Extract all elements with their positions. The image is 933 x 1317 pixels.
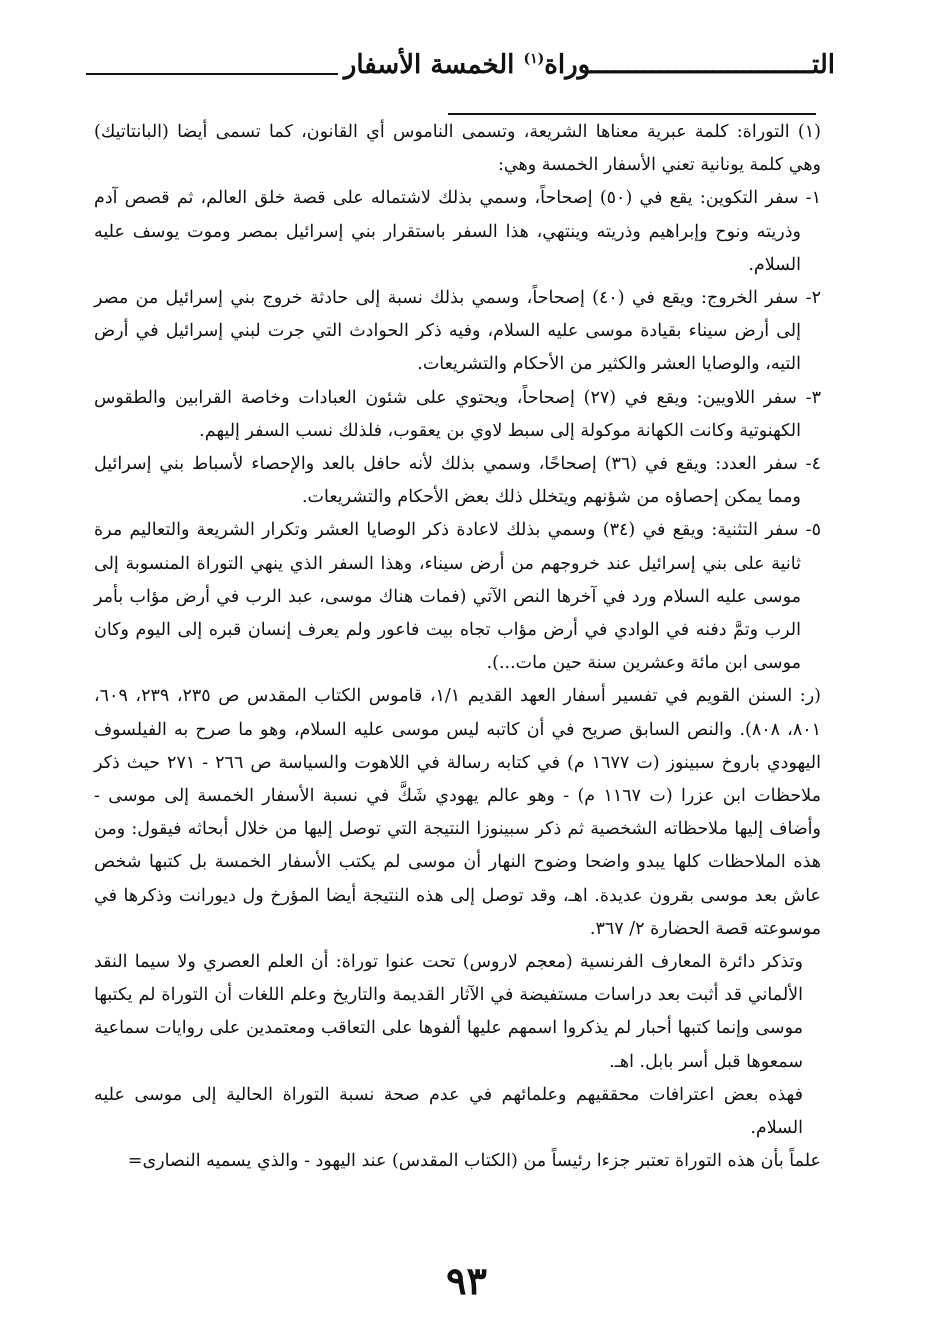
footnote-item-deuteronomy: ٥- سفر التثنية: ويقع في (٣٤) وسمي بذلك لاعادة ذكر الوصايا العشر وتكرار الشريعة والتعاليم مرة ثانية على بني إسرائيل عند خروجهم من أرض سيناء، وهذا السفر الذي ينهي التوراة المنسوبة إلى موسى عليه السلام ورد في آخرها النص الآتي (فمات هناك موسى، عبد الرب في أرض مؤاب بأمر الرب وتمَّ دفنه في الوادي في أرض مؤاب تجاه بيت فاعور ولم يعرف إنسان قبره إلى اليوم وكان موسى ابن مائة وعشرين سنة حين مات...). [94,520,821,674]
header-title-left: الخمسة الأسفار [343,49,515,80]
footnote-item-genesis: ١- سفر التكوين: يقع في (٥٠) إصحاحاً، وسمي بذلك لاشتماله على قصة خلق العالم، ثم قصص آدم وذريته ونوح وإبراهيم وذريته وينتهي، هذا السفر باستقرار بني إسرائيل بمصر وموت يوسف عليه السلام. [94,188,821,275]
footnote-intro: (١) التوراة: كلمة عبرية معناها الشريعة، وتسمى الناموس أي القانون، كما تسمى أيضا (البانتاتيك) وهي كلمة يونانية تعني الأسفار الخمسة وهي: [94,122,821,176]
footnote-item-numbers: ٤- سفر العدد: ويقع في (٣٦) إصحاحًا، وسمي بذلك لأنه حافل بالعد والإحصاء لأسباط بني إسرائيل ومما يمكن إحصاؤه من شؤنهم ويتخلل ذلك بعض الأحكام والتشريعات. [94,454,821,508]
reference-paragraph: (ر: السنن القويم في تفسير أسفار العهد القديم ١/١، قاموس الكتاب المقدس ص ٢٣٥، ٢٣٩، ٦٠٩، ٨٠١، ٨٠٨). والنص السابق صريح في أن كاتبه ليس موسى عليه السلام، وهو ما صرح به الفيلسوف اليهودي باروخ سبينوز (ت ١٦٧٧ م) في كتابه رسالة في اللاهوت والسياسة ص ٢٦٦ - ٢٧١ حيث ذكر ملاحظات ابن عزرا (ت ١١٦٧ م) - وهو عالم يهودي شَكَّ في نسبة الأسفار الخمسة إلى موسى - وأضاف إليها ملاحظاته الشخصية ثم ذكر سبينوزا النتيجة التي توصل إليها من خلال أبحاثه فيقول: ومن هذه الملاحظات كلها يبدو واضحا وضوح النهار أن موسى لم يكتب الأسفار الخمسة بل كتبها شخص عاش بعد موسى بقرون عديدة. اهـ، وقد توصل إلى هذه النتيجة أيضا المؤرخ ول ديورانت وذكرها في موسوعته قصة الحضارة ٢/ ٣٦٧. [94,686,822,939]
page-number: ٩٣ [446,1258,487,1303]
footnote-separator [448,113,816,115]
header-title-right [338,42,841,82]
footnote-body [94,116,821,1179]
running-header [86,42,841,82]
footnote-item-leviticus: ٣- سفر اللاويين: ويقع في (٢٧) إصحاحاً، ويحتوي على شئون العبادات وخاصة القرابين والطقوس الكهنوتية وكانت الكهانة موكولة إلى سبط لاوي بن يعقوب، فلذلك نسب السفر إليهم. [94,387,821,441]
larousse-paragraph: وتذكر دائرة المعارف الفرنسية (معجم لاروس) تحت عنوا توراة: أن العلم العصري ولا سيما النقد الألماني قد أثبت بعد دراسات مستفيضة في الآثار القديمة والتاريخ وعلم اللغات أن التوراة لم يكتبها موسى وإنما كتبها أحبار لم يذكروا اسمهم عليها ألفوها على التعاقب ومعتمدين على روايات سماعية سمعوها قبل أسر بابل. اهـ. [94,952,803,1072]
header-footnote-ref: (١) [523,51,545,67]
footnote-item-exodus: ٢- سفر الخروج: ويقع في (٤٠) إصحاحاً، وسمي بذلك نسبة إلى حادثة خروج بني إسرائيل من مصر إلى أرض سيناء بقيادة موسى عليه السلام، وفيه ذكر الحوادث التي جرت لبني إسرائيل في أرض التيه، والوصايا العشر والكثير من الأحكام والتشريعات. [94,288,821,375]
closing-line: علماً بأن هذه التوراة تعتبر جزءا رئيساً من (الكتاب المقدس) عند اليهود - والذي يسميه النصارى= [127,1151,821,1172]
header-title-word: التـــــــــــــــــــــــــــــوراة [544,49,835,80]
confession-paragraph: فهذه بعض اعترافات محققيهم وعلمائهم في عدم صحة نسبة التوراة الحالية إلى موسى عليه السلام. [94,1084,803,1139]
